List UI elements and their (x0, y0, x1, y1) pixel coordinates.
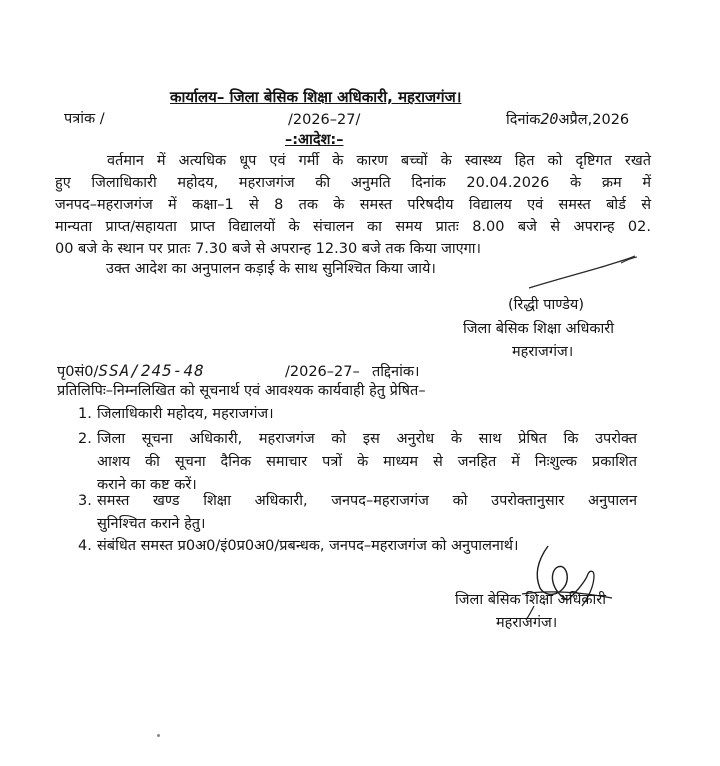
item-line: कराने का कष्ट करें। (97, 477, 197, 493)
endorsement-session: /2026–27– (285, 364, 360, 380)
session-year: /2026–27/ (288, 112, 361, 128)
paragraph-line: 00 बजे के स्थान पर प्रातः 7.30 बजे से अपरान्ह 12.30 बजे तक किया जाएगा। (55, 241, 482, 257)
item-line: सुनिश्चित कराने हेतु। (97, 516, 206, 532)
final-signatory-designation: जिला बेसिक शिक्षा अधिकारी (455, 592, 606, 608)
endorsement-date: तद्दिनांक। (372, 364, 420, 380)
final-signatory-place: महराजगंज। (496, 615, 558, 631)
signatory-name: (रिद्धी पाण्डेय) (508, 297, 584, 313)
order-paragraph (55, 150, 651, 260)
list-item (78, 490, 638, 538)
signature-mark (525, 254, 640, 292)
item-number: 2. (78, 431, 92, 447)
order-date (506, 110, 629, 129)
office-heading: कार्यालय– जिला बेसिक शिक्षा अधिकारी, महराजगंज। (170, 88, 462, 106)
reference-number-label: पत्रांक / (64, 111, 105, 127)
paragraph-line: जनपद–महराजगंज में कक्षा–1 से 8 तक के समस्त परिषदीय विद्यालय एवं समस्त बोर्ड से (55, 197, 651, 213)
paragraph-line: मान्यता प्राप्त/सहायता प्राप्त विद्यालयों के संचालन का समय प्रातः 8.00 बजे से अपरान्ह 02. (55, 219, 651, 235)
item-line: जिलाधिकारी महोदय, महराजगंज। (97, 406, 274, 422)
scan-speck (157, 734, 160, 737)
compliance-paragraph: उक्त आदेश का अनुपालन कड़ाई के साथ सुनिश्चित किया जाये। (106, 261, 436, 277)
date-prefix: दिनांक (506, 112, 541, 128)
item-line: समस्त खण्ड शिक्षा अधिकारी, जनपद–महराजगंज को उपरोक्तानुसार अनुपालन (97, 493, 637, 509)
signatory-designation: जिला बेसिक शिक्षा अधिकारी (463, 321, 614, 337)
paragraph-line: हुए जिलाधिकारी महोदय, महराजगंज की अनुमति दिनांक 20.04.2026 के क्रम में (55, 175, 651, 191)
officer-signature (508, 540, 628, 625)
item-number: 3. (78, 493, 92, 509)
date-suffix: अप्रैल,2026 (558, 112, 630, 128)
item-line: संबंधित समस्त प्र0अ0/इं0प्र0अ0/प्रबन्धक, जनपद–महराजगंज को अनुपालनार्थ। (97, 538, 519, 554)
order-title: –:आदेश:– (285, 132, 344, 148)
paragraph-line: वर्तमान में अत्यधिक धूप एवं गर्मी के कारण बच्चों के स्वास्थ्य हित को दृष्टिगत रखते (107, 153, 651, 169)
date-handwritten: 20 (540, 110, 559, 128)
signatory-place: महराजगंज। (512, 344, 574, 360)
list-item (78, 428, 638, 498)
list-item (78, 403, 638, 427)
item-line: आशय की सूचना दैनिक समाचार पत्रों के माध्यम से जनहित में निःशुल्क प्रकाशित (97, 454, 637, 470)
endorsement-prefix: पृ0सं0/ (57, 364, 99, 380)
copy-to-line: प्रतिलिपिः–निम्नलिखित को सूचनार्थ एवं आवश्यक कार्यवाही हेतु प्रेषित– (57, 383, 426, 399)
item-number: 1. (78, 406, 92, 422)
item-line: जिला सूचना अधिकारी, महराजगंज को इस अनुरोध के साथ प्रेषित कि उपरोक्त (97, 431, 637, 447)
item-number: 4. (78, 538, 92, 554)
endorsement-ref-handwritten: SSA/245-48 (98, 361, 205, 380)
endorsement-reference (57, 362, 205, 381)
